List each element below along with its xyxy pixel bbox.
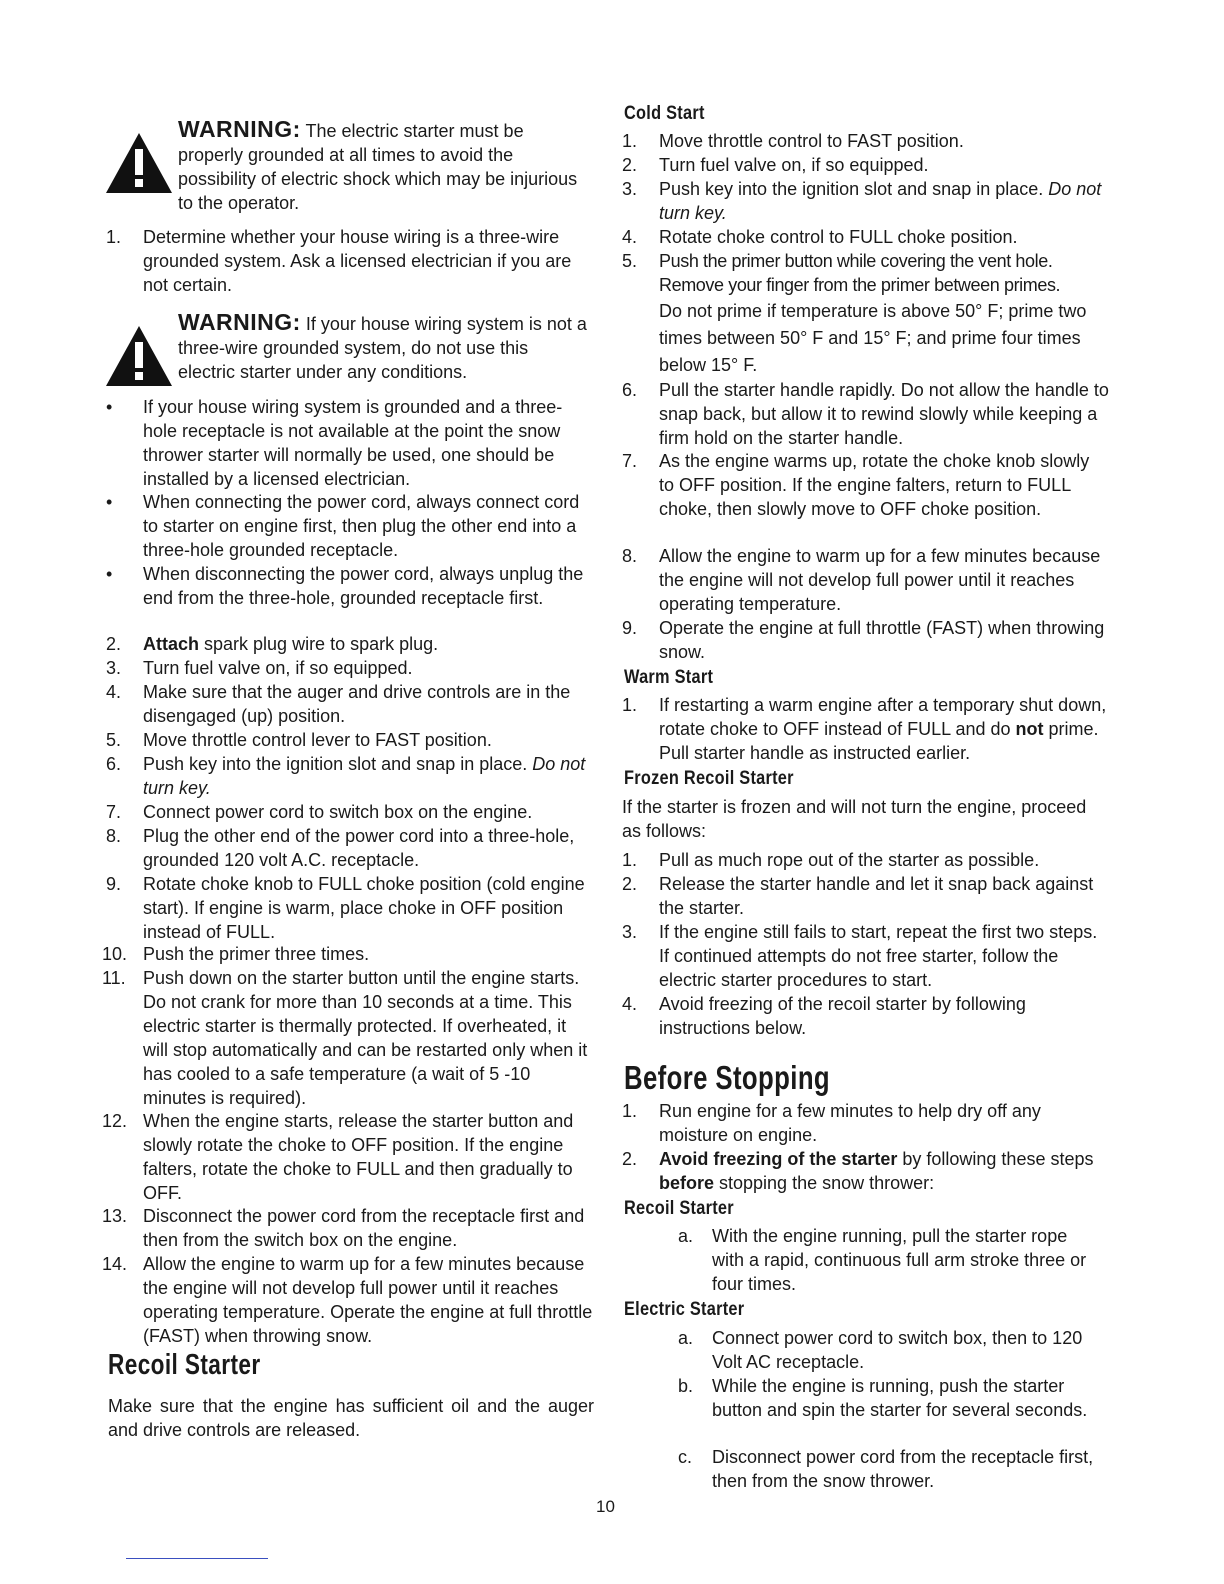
bullet-mark: • — [106, 492, 113, 512]
item-number: 3. — [622, 179, 638, 199]
warning-text — [178, 310, 588, 384]
item-letter: b. — [678, 1376, 694, 1396]
warning-label: WARNING: — [178, 309, 301, 335]
item-text: While the engine is running, push the starter button and spin the starter for several seconds. — [712, 1376, 1088, 1420]
frozen-intro: If the starter is frozen and will not turn the engine, proceed as follows: — [622, 797, 1087, 841]
item-number: 13. — [102, 1206, 128, 1226]
item-bold-2: before — [659, 1173, 715, 1193]
item-number: 8. — [106, 826, 122, 846]
item-text: Push the primer button while covering the vent hole. Remove your finger from the primer between primes. — [659, 251, 1061, 295]
subheading-cold-start: Cold Start — [624, 103, 705, 124]
item-number: 7. — [622, 451, 638, 471]
subheading-frozen-recoil-starter: Frozen Recoil Starter — [624, 768, 794, 789]
item-main: Push key into the ignition slot and snap in place. — [659, 179, 1049, 199]
item-number: 4. — [622, 227, 638, 247]
item-number: 2. — [622, 155, 638, 175]
bullet-text: If your house wiring system is grounded and a three-hole receptacle is not available at the point the snow thrower starter will normally be used, one should be installed by a licensed electrician. — [143, 397, 563, 489]
item-number: 2. — [622, 874, 638, 894]
recoil-paragraph: Make sure that the engine has sufficient oil and the auger and drive controls are released. — [108, 1396, 594, 1440]
item-text — [143, 752, 593, 800]
item-text: Push down on the starter button until the engine starts. Do not crank for more than 10 seconds at a time. This electric starter is thermally protected. If overheated, it will stop automatically and can be restarted only when it has cooled to a safe temperature (a wait of 5 -10 minutes is required). — [143, 968, 588, 1108]
item-main: If restarting a warm engine after a temporary shut down, rotate choke to OFF instead of FULL and do — [659, 695, 1107, 739]
item-number: 2. — [622, 1149, 638, 1169]
warning-triangle-icon — [104, 324, 174, 388]
item-main: by following these steps — [897, 1149, 1094, 1169]
item-letter: c. — [678, 1447, 693, 1467]
warning-triangle-icon — [104, 131, 174, 195]
item-text: Push the primer three times. — [143, 944, 370, 964]
item-number: 5. — [622, 251, 638, 271]
item-rest: prime. Pull starter handle as instructed earlier. — [659, 719, 1099, 763]
item-text: Rotate choke knob to FULL choke position (cold engine start). If engine is warm, place choke in OFF position instead of FULL. — [143, 874, 585, 942]
item-text: Operate the engine at full throttle (FAST) when throwing snow. — [659, 618, 1105, 662]
item-text: Plug the other end of the power cord into a three-hole, grounded 120 volt A.C. receptacle. — [143, 826, 575, 870]
item-number: 9. — [622, 618, 638, 638]
item-main: Push key into the ignition slot and snap in place. — [143, 754, 533, 774]
item-number: 3. — [622, 922, 638, 942]
item-text: When the engine starts, release the starter button and slowly rotate the choke to OFF position. If the engine falters, rotate the choke to FULL and then gradually to OFF. — [143, 1111, 574, 1203]
item-rest: spark plug wire to spark plug. — [199, 634, 439, 654]
item-number: 4. — [622, 994, 638, 1014]
item-number: 3. — [106, 658, 122, 678]
item-text: Run engine for a few minutes to help dry off any moisture on engine. — [659, 1101, 1041, 1145]
item-text: Connect power cord to switch box on the engine. — [143, 802, 533, 822]
item-number: 12. — [102, 1111, 128, 1131]
subheading-electric-starter: Electric Starter — [624, 1299, 745, 1320]
item-number: 4. — [106, 682, 122, 702]
bullet-mark: • — [106, 564, 113, 584]
item-number: 11. — [102, 968, 126, 988]
item-text: Release the starter handle and let it snap back against the starter. — [659, 874, 1094, 918]
item-text — [659, 693, 1109, 765]
item-text: Rotate choke control to FULL choke position. — [659, 227, 1018, 247]
item-number: 1. — [622, 131, 638, 151]
item-number: 5. — [106, 730, 122, 750]
item-rest: stopping the snow thrower: — [714, 1173, 935, 1193]
item-italic: Do not turn key. — [143, 754, 586, 798]
warning-text — [178, 117, 588, 215]
item-number: 6. — [622, 380, 638, 400]
bullet-mark: • — [106, 397, 113, 417]
bullet-text: When connecting the power cord, always connect cord to starter on engine first, then plug the other end into a three-hole grounded receptacle. — [143, 492, 580, 560]
item-letter: a. — [678, 1328, 694, 1348]
footer-rule — [126, 1558, 268, 1559]
item-number: 10. — [102, 944, 128, 964]
subheading-recoil-starter: Recoil Starter — [624, 1198, 734, 1219]
item-number: 14. — [102, 1254, 128, 1274]
warning-label: WARNING: — [178, 116, 301, 142]
item-number: 7. — [106, 802, 122, 822]
item-number: 1. — [622, 695, 638, 715]
item-number: 9. — [106, 874, 122, 894]
item-text: With the engine running, pull the starter rope with a rapid, continuous full arm stroke three or four times. — [712, 1226, 1087, 1294]
item-text: Allow the engine to warm up for a few minutes because the engine will not develop full power until it reaches operating temperature. — [659, 546, 1101, 614]
item-bold: Avoid freezing of the starter — [659, 1149, 898, 1169]
item-bold: not — [1015, 719, 1044, 739]
section-heading-recoil-starter: Recoil Starter — [108, 1349, 261, 1381]
item-text: Turn fuel valve on, if so equipped. — [143, 658, 413, 678]
bullet-text: When disconnecting the power cord, always unplug the end from the three-hole, grounded receptacle first. — [143, 564, 584, 608]
section-heading-before-stopping: Before Stopping — [624, 1059, 831, 1096]
item-text: Make sure that the auger and drive controls are in the disengaged (up) position. — [143, 682, 571, 726]
item-text: Disconnect the power cord from the receptacle first and then from the switch box on the engine. — [143, 1206, 585, 1250]
warning-body: The electric starter must be properly grounded at all times to avoid the possibility of electric shock which may be injurious to the operator. — [178, 121, 578, 213]
item-number: 8. — [622, 546, 638, 566]
item-text: Pull the starter handle rapidly. Do not allow the handle to snap back, but allow it to rewind slowly while keeping a firm hold on the starter handle. — [659, 380, 1109, 448]
item-text — [659, 177, 1109, 225]
item-number: 1. — [622, 850, 638, 870]
item-italic: Do not turn key. — [659, 179, 1102, 223]
item-number: 2. — [106, 634, 122, 654]
item-text: Move throttle control to FAST position. — [659, 131, 964, 151]
page-number: 10 — [596, 1497, 615, 1516]
subheading-warm-start: Warm Start — [624, 667, 714, 688]
item-text: If the engine still fails to start, repeat the first two steps. If continued attempts do not free starter, follow the electric starter procedures to start. — [659, 922, 1098, 990]
item-number: 1. — [106, 227, 122, 247]
item-text: As the engine warms up, rotate the choke knob slowly to OFF position. If the engine falters, return to FULL choke, then slowly move to OFF choke position. — [659, 451, 1090, 519]
item-text: Connect power cord to switch box, then to 120 Volt AC receptacle. — [712, 1328, 1083, 1372]
item-text — [143, 632, 593, 656]
warning-body: If your house wiring system is not a three-wire grounded system, do not use this electric starter under any conditions. — [178, 314, 587, 382]
item-text: Move throttle control lever to FAST position. — [143, 730, 492, 750]
item-text: Turn fuel valve on, if so equipped. — [659, 155, 929, 175]
item-text — [659, 1147, 1109, 1195]
prime-note: Do not prime if temperature is above 50° F; prime two times between 50° F and 15° F; and prime four times below 15° F. — [659, 301, 1087, 375]
item-bold: Attach — [143, 634, 200, 654]
item-number: 6. — [106, 754, 122, 774]
item-text: Pull as much rope out of the starter as possible. — [659, 850, 1040, 870]
item-number: 1. — [622, 1101, 638, 1121]
item-text: Disconnect power cord from the receptacle first, then from the snow thrower. — [712, 1447, 1094, 1491]
item-text: Determine whether your house wiring is a three-wire grounded system. Ask a licensed electrician if you are not certain. — [143, 227, 572, 295]
item-text: Allow the engine to warm up for a few minutes because the engine will not develop full power until it reaches operating temperature. Operate the engine at full throttle (FAST) when throwing snow. — [143, 1254, 593, 1346]
item-text: Avoid freezing of the recoil starter by following instructions below. — [659, 994, 1026, 1038]
item-letter: a. — [678, 1226, 694, 1246]
